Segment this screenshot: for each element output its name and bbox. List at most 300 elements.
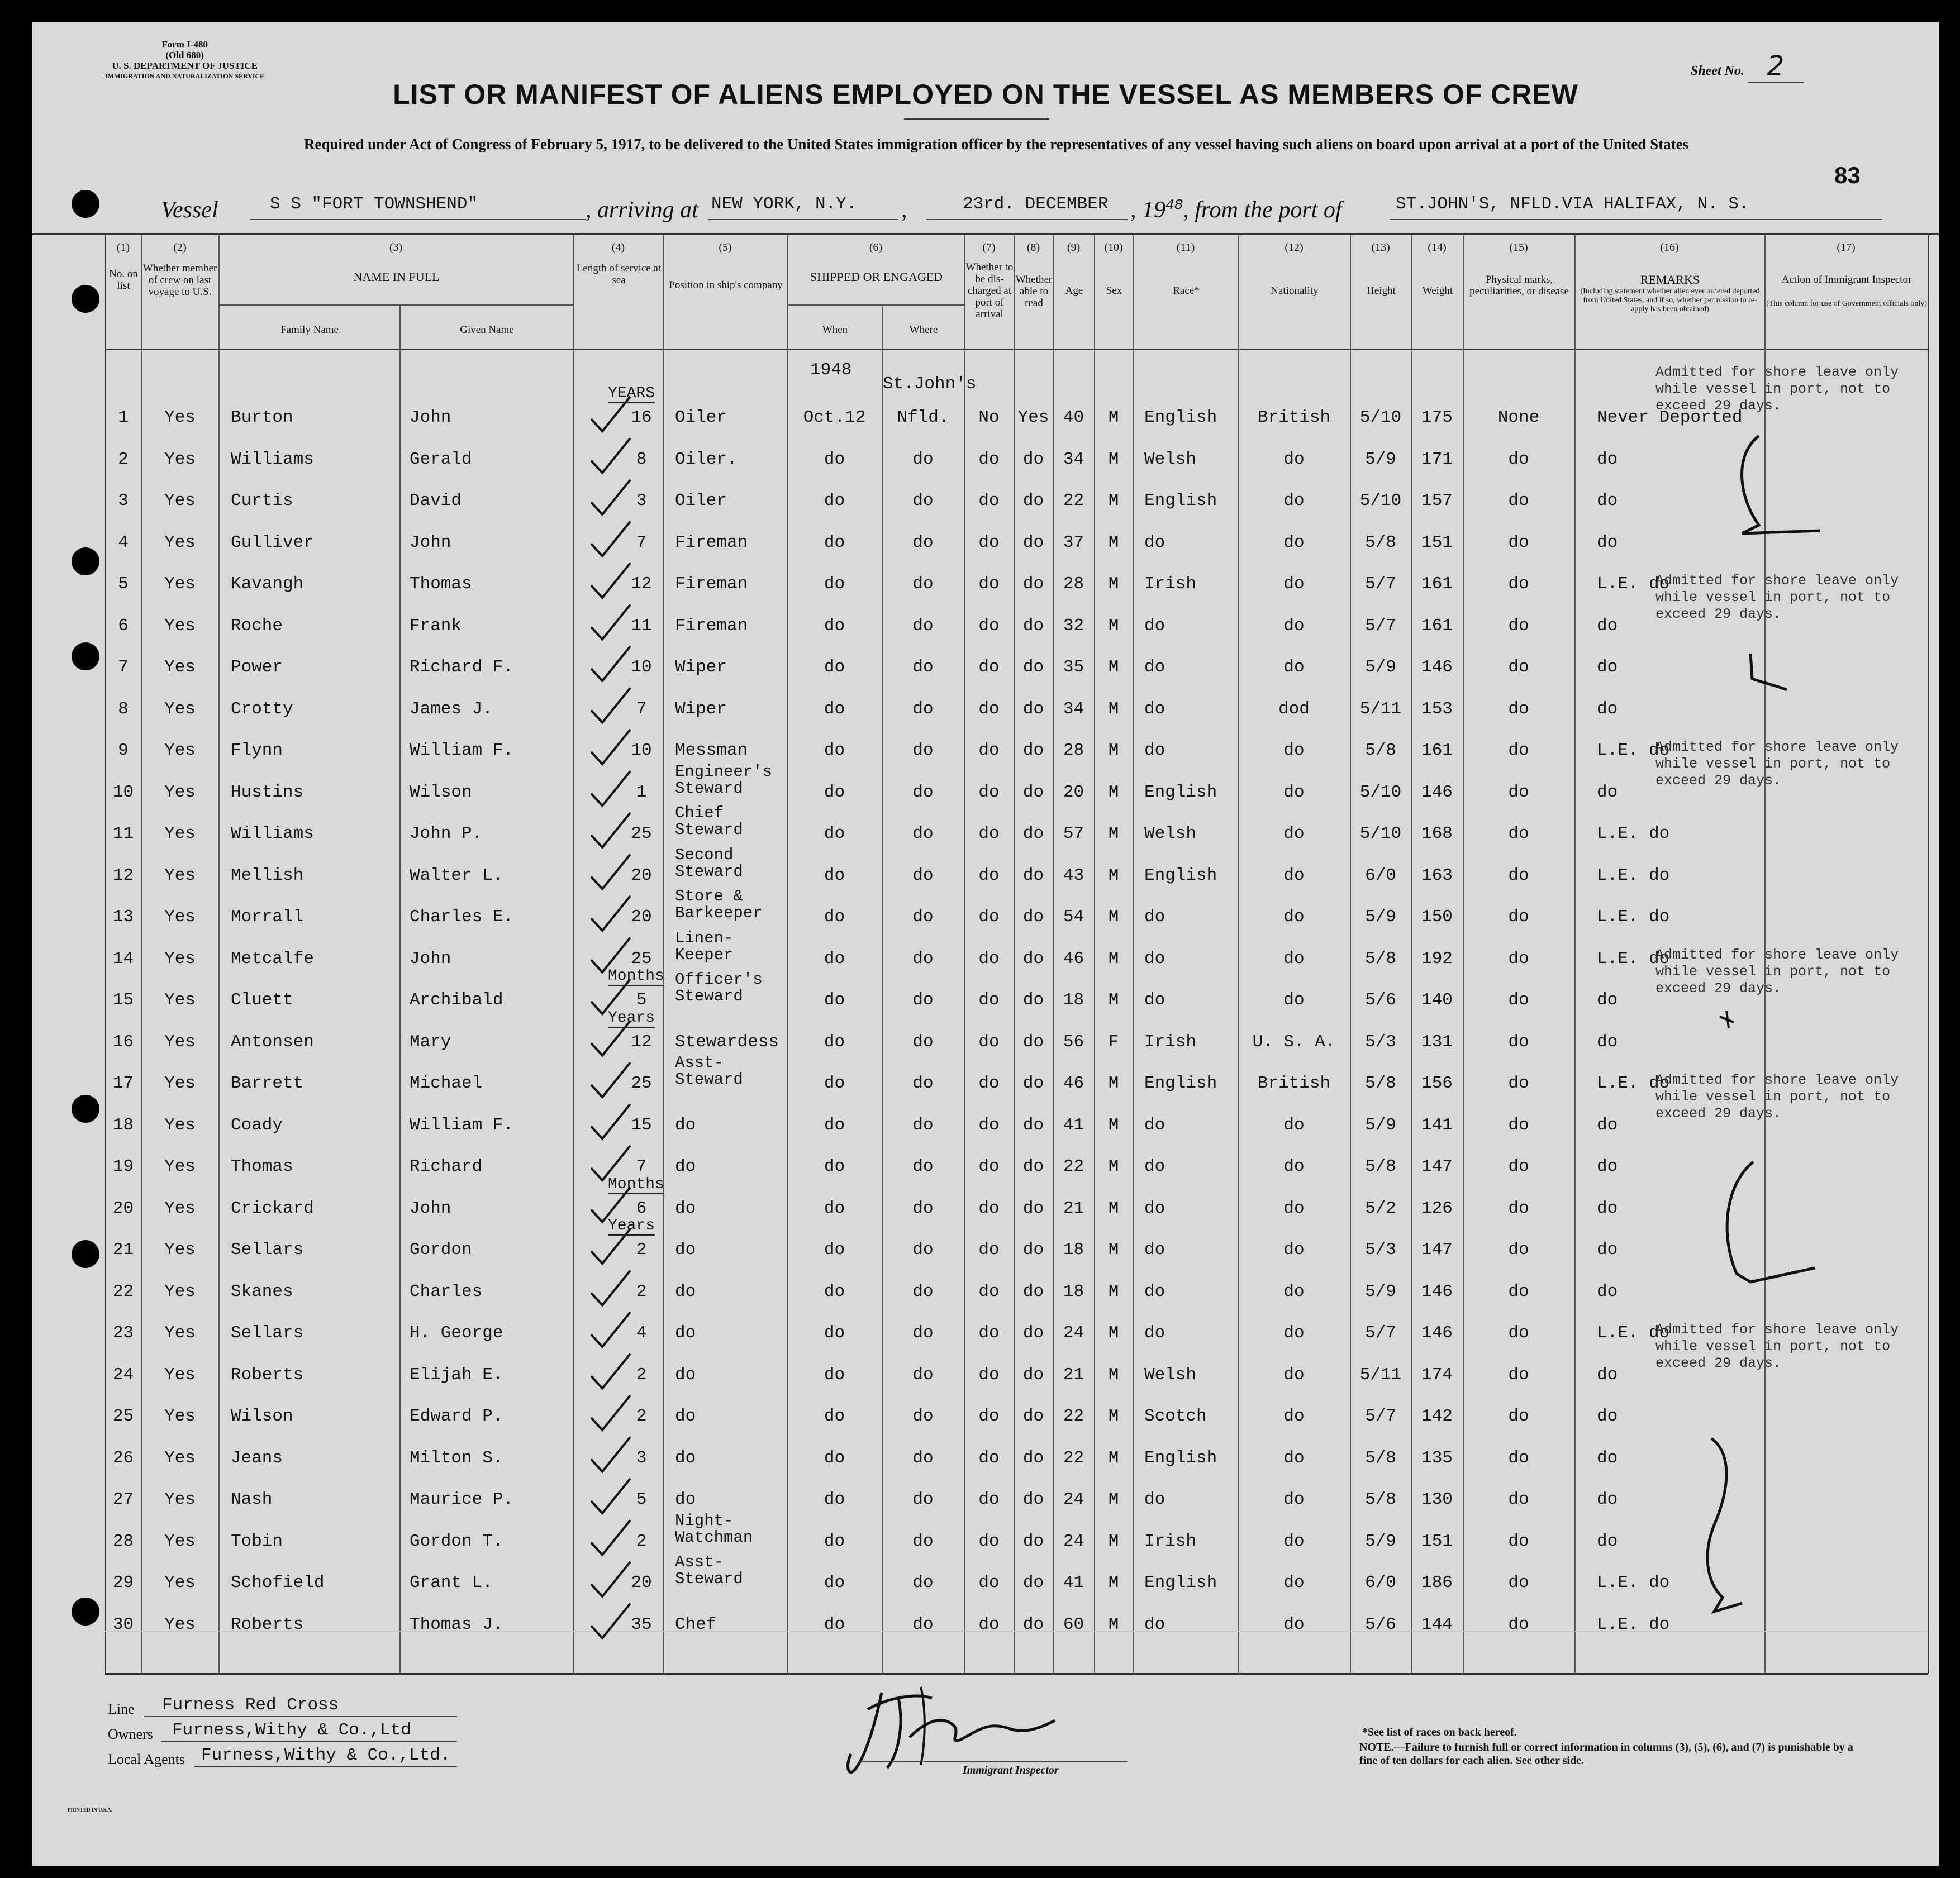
cell-position: Oiler. xyxy=(675,449,738,469)
cell-height: 5/9 xyxy=(1365,1115,1396,1135)
col-header-discharged: Whether to be dis-charged at port of arrival xyxy=(965,261,1014,320)
cell-remarks: L.E. do xyxy=(1597,824,1670,843)
cell-weight: 146 xyxy=(1421,1323,1453,1343)
cell-read: do xyxy=(1022,699,1044,719)
local-agents-value: Furness,Withy & Co.,Ltd. xyxy=(201,1746,451,1765)
cell-family: Sellars xyxy=(231,1240,304,1260)
cell-age: 18 xyxy=(1063,990,1084,1010)
cell-height: 5/3 xyxy=(1365,1240,1396,1260)
cell-when: do xyxy=(824,532,845,552)
cell-discharged: do xyxy=(978,1074,1000,1093)
cell-where: do xyxy=(912,1490,934,1509)
cell-family: Power xyxy=(231,657,283,677)
cell-nationality: do xyxy=(1283,657,1305,677)
cell-given: James J. xyxy=(410,699,493,719)
cell-height: 5/7 xyxy=(1365,574,1396,594)
cell-age: 28 xyxy=(1063,574,1084,594)
cell-no: 27 xyxy=(112,1490,134,1509)
cell-where: do xyxy=(912,1407,934,1426)
cell-remarks: L.E. do xyxy=(1597,1074,1670,1093)
cell-member: Yes xyxy=(164,1157,196,1176)
form-number: Form I-480 xyxy=(161,39,208,50)
cell-position: Fireman xyxy=(675,616,748,636)
cell-weight: 161 xyxy=(1421,574,1453,594)
cell-where: do xyxy=(912,782,934,802)
cell-remarks: do xyxy=(1597,1490,1618,1509)
service-unit-label: Months xyxy=(608,1175,664,1193)
cell-height: 5/8 xyxy=(1365,948,1396,969)
cell-remarks: do xyxy=(1597,1281,1618,1302)
cell-discharged: do xyxy=(978,990,1000,1010)
cell-age: 56 xyxy=(1063,1032,1084,1052)
cell-when: do xyxy=(824,824,845,843)
shipped-year: 1948 xyxy=(810,360,852,380)
cell-discharged: do xyxy=(978,657,1000,677)
cell-age: 22 xyxy=(1063,1407,1084,1426)
cell-member: Yes xyxy=(164,1032,196,1052)
cell-service: 8 xyxy=(636,449,647,469)
cell-member: Yes xyxy=(164,1448,196,1468)
cell-sex: M xyxy=(1108,1323,1119,1343)
cell-when: do xyxy=(824,1490,845,1509)
cell-remarks: L.E. do xyxy=(1597,1573,1670,1593)
service-unit-label: Years xyxy=(608,1009,655,1027)
cell-height: 5/9 xyxy=(1365,907,1396,927)
cell-when: do xyxy=(824,1115,845,1135)
cell-sex: M xyxy=(1108,1365,1119,1385)
cell-race: do xyxy=(1144,1323,1165,1343)
cell-race: do xyxy=(1144,657,1165,677)
cell-read: do xyxy=(1022,1323,1044,1343)
cell-discharged: do xyxy=(978,491,1000,511)
cell-height: 5/9 xyxy=(1365,657,1396,677)
cell-read: do xyxy=(1022,616,1044,636)
admitted-stamp: Admitted for shore leave only while vessel in port, not to exceed 29 days. xyxy=(1655,947,1899,997)
cell-weight: 131 xyxy=(1421,1032,1453,1052)
cell-remarks: do xyxy=(1597,1115,1618,1135)
cell-when: do xyxy=(824,616,845,636)
cell-nationality: do xyxy=(1283,532,1305,552)
cell-sex: M xyxy=(1108,616,1119,636)
cell-no: 25 xyxy=(112,1407,134,1426)
cell-family: Wilson xyxy=(231,1407,293,1426)
cell-no: 3 xyxy=(118,491,129,511)
cell-member: Yes xyxy=(164,907,196,927)
cell-race: English xyxy=(1144,1074,1217,1093)
cell-given: John P. xyxy=(410,824,483,843)
cell-marks: do xyxy=(1508,1365,1529,1385)
cell-discharged: do xyxy=(978,1115,1000,1135)
cell-when: do xyxy=(824,491,845,511)
col-header-position: Position in ship's company xyxy=(669,279,783,291)
cell-member: Yes xyxy=(164,824,196,843)
cell-member: Yes xyxy=(164,1323,196,1343)
manifest-page: Form I-480 (Old 680) U. S. DEPARTMENT OF JUSTICE IMMIGRATION AND NATURALIZATION SERVICE Sheet No. 2 LIST OR MANIFEST OF ALIENS EMPLOYED ON THE VESSEL AS MEMBERS OF CREW Required under Act of Congress of February 5, 1917, to be delivered to the United States immigration officer by the representatives of any vessel having such aliens on board upon arrival at a port of the United States 83 Vessel S S "FORT TOWNSHEND" , arriving at NEW YORK, N.Y. , 23rd. DECEMBER , $19^{48}$, from the port of ST.JOHN'S, NFLD.VIA HALIFAX, N. S. (1) (2) (3) (4) (5) (6) (7) (8) (9) (10) (11) (12) (13) (14) (15) (16) (17) No. on list Whether member of crew on last voyage to U.S. NAME IN FULL Family Name Given Name Length of service at sea Position in ship's company SHIPPED OR ENGAGED When Where Whether to be dis-charged at port of arrival Whether able to read Age Sex Race* Nationality Height Weight Physical marks, peculiarities, or disease REMARKS (Including statement whether alien ever ordered deported from United States, and if so, whether permission to re-apply has been obtained) Action of Immigrant Inspector (This column for use of Government officials only) 1 Yes Burton John 16 Oiler Oct.12 Nfld. No Yes 40 M English British 5/10 175 None Never Deported 2 Yes Williams Gerald 8 Oiler. do do do do 34 M Welsh do 5/9 171 do do 3 Yes Curtis David 3 Oiler do do do do 22 M English do 5/10 157 do do 4 Yes Gulliver John 7 Fireman do do do do 37 M do do 5/8 151 do do 5 Yes Kavangh Thomas 12 Fireman do do do do 28 M Irish do 5/7 161 do L.E. do 6 Yes Roche Frank 11 Fireman do do do do 32 M do do 5/7 161 do do 7 Yes Power Richard F. 10 Wiper do do do do 35 M do do 5/9 146 do do 8 Yes Crotty James J. 7 Wiper do do do do 34 M do dod 5/11 153 do do 9 Yes Flynn William F. 10 Messman do do do do 28 M do do 5/8 161 do L.E. do 10 Yes Hustins Wilson 1 Engineer's Steward do do do do 20 M English do 5/10 146 do do 11 Yes Williams John P. 25 Chief Steward do do do do 57 M Welsh do 5/10 168 do L.E. do 12 Yes Mellish Walter L. 20 Second Steward do do do do 43 M English do 6/0 163 do L.E. do 13 Yes Morrall Charles E. 20 Store & Barkeeper do do do do 54 M do do 5/9 150 do L.E. do 14 Yes Metcalfe John 25 Linen-Keeper do do do do 46 M do do 5/8 192 do L.E. do 15 Yes Cluett Archibald 5 Officer's Steward do do do do 18 M do do 5/6 140 do do 16 Yes Antonsen Mary 12 Stewardess do do do do 56 F Irish U. S. A. 5/3 131 do do 17 Yes Barrett Michael 25 Asst-Steward do do do do 46 M English British 5/8 156 do L.E. do 18 Yes Coady William F. 15 do do do do do 41 M do do 5/9 141 do do 19 Yes Thomas Richard 7 do do do do do 22 M do do 5/8 147 do do 20 Yes Crickard John 6 do do do do do 21 M do do 5/2 126 do do 21 Yes Sellars Gordon 2 do do do do do 18 M do do 5/3 147 do do 22 Yes Skanes Charles 2 do do do do do 18 M do do 5/9 146 do do 23 Yes Sellars H. George 4 do do do do do 24 M do do 5/7 146 do L.E. do 24 Yes Roberts Elijah E. 2 do do do do do 21 M Welsh do 5/11 174 do do 25 Yes Wilson Edward P. 2 do do do do do 22 M Scotch do 5/7 142 do do 26 Yes Jeans Milton S. 3 do do do do do 22 M English do 5/8 135 do do 27 Yes Nash Maurice P. 5 do do do do do 24 M do do 5/8 130 do do 28 Yes Tobin Gordon T. 2 Night-Watchman do do do do 24 M Irish do 5/9 151 do do 29 Yes Schofield Grant L. 20 Asst-Steward do do do do 41 M English do 6/0 186 do L.E. do 30 Yes Roberts Thomas J. 35 Chef do do do do 60 M do do 5/6 144 do L.E. do YEARS Months Years Months Years Admitted for shore leave only while vessel in port, not to exceed 29 days. Admitted for shore leave only while vessel in port, not to exceed 29 days. Admitted for shore leave only while vessel in port, not to exceed 29 days. Admitted for shore leave only while vessel in port, not to exceed 29 days. Admitted for shore leave only while vessel in port, not to exceed 29 days. Admitted for shore leave only while vessel in port, not to exceed 29 days. 1948 St.John's Line Furness Red Cross Owners Furness,Withy & Co.,Ltd Local Agents Furness,Withy & Co.,Ltd. Immigrant Inspector *See list of races on back hereof. NOTE.—Failure to furnish full or correct information in columns (3), (5), (6), and (7) is punishable by a fine of ten dollars for each alien. See other side. PRINTED IN U.S.A. xyxy=(32,22,1939,1866)
cell-given: John xyxy=(410,532,451,552)
cell-family: Crickard xyxy=(231,1198,314,1218)
cell-service: 10 xyxy=(631,657,652,677)
cell-given: Richard xyxy=(410,1157,483,1176)
cell-discharged: do xyxy=(978,616,1000,636)
cell-race: do xyxy=(1144,1281,1165,1302)
cell-read: do xyxy=(1022,491,1044,511)
cell-no: 12 xyxy=(112,865,134,885)
cell-member: Yes xyxy=(164,1490,196,1509)
cell-weight: 163 xyxy=(1421,865,1453,885)
cell-race: do xyxy=(1144,1157,1165,1176)
cell-nationality: dod xyxy=(1278,699,1310,719)
cell-race: English xyxy=(1144,1448,1217,1468)
cell-nationality: do xyxy=(1283,1281,1305,1302)
cell-no: 26 xyxy=(112,1448,134,1468)
arriving-label: , arriving at xyxy=(586,197,698,223)
cell-height: 5/10 xyxy=(1359,491,1402,511)
cell-family: Roberts xyxy=(231,1365,304,1385)
cell-read: do xyxy=(1022,1240,1044,1260)
col-header-member: Whether member of crew on last voyage to U.S. xyxy=(142,263,217,298)
cell-member: Yes xyxy=(164,449,196,469)
cell-sex: M xyxy=(1108,1198,1119,1218)
cell-when: do xyxy=(824,1323,845,1343)
cell-marks: do xyxy=(1508,1115,1529,1135)
col-header-age: Age xyxy=(1065,285,1083,297)
cell-when: do xyxy=(824,449,845,469)
cell-race: English xyxy=(1144,782,1217,802)
cell-where: do xyxy=(912,865,934,885)
cell-no: 23 xyxy=(112,1323,134,1343)
cell-family: Metcalfe xyxy=(231,948,314,969)
cell-nationality: do xyxy=(1283,1198,1305,1218)
col-header-remarks-note: (Including statement whether alien ever ordered deported from United States, and if so, whether permission to re-apply has been obtained) xyxy=(1580,287,1760,313)
cell-when: do xyxy=(824,657,845,677)
cell-nationality: do xyxy=(1283,449,1305,469)
cell-where: do xyxy=(912,657,934,677)
cell-nationality: do xyxy=(1283,574,1305,594)
cell-member: Yes xyxy=(164,1198,196,1218)
cell-no: 17 xyxy=(112,1074,134,1093)
cell-no: 29 xyxy=(112,1573,134,1593)
cell-when: do xyxy=(824,865,845,885)
cell-member: Yes xyxy=(164,1614,196,1634)
cell-no: 5 xyxy=(118,574,129,594)
cell-where: do xyxy=(912,1531,934,1551)
cell-marks: do xyxy=(1508,1448,1529,1468)
cell-remarks: do xyxy=(1597,1157,1618,1176)
cell-height: 6/0 xyxy=(1365,1573,1396,1593)
cell-race: English xyxy=(1144,1573,1217,1593)
cell-weight: 186 xyxy=(1421,1573,1453,1593)
cell-discharged: do xyxy=(978,1531,1000,1551)
cell-sex: F xyxy=(1108,1032,1119,1052)
cell-member: Yes xyxy=(164,699,196,719)
service-unit-label: Months xyxy=(608,967,664,985)
col-header-name: NAME IN FULL xyxy=(353,270,440,284)
cell-nationality: do xyxy=(1283,1365,1305,1385)
cell-marks: do xyxy=(1508,699,1529,719)
cell-sex: M xyxy=(1108,741,1119,760)
cell-marks: do xyxy=(1508,824,1529,843)
cell-remarks: do xyxy=(1597,990,1618,1010)
cell-no: 18 xyxy=(112,1115,134,1135)
cell-weight: 146 xyxy=(1421,657,1453,677)
cell-given: Gerald xyxy=(410,449,472,469)
cell-given: Gordon T. xyxy=(410,1531,503,1551)
cell-weight: 171 xyxy=(1421,449,1453,469)
cell-member: Yes xyxy=(164,532,196,552)
cell-no: 13 xyxy=(112,907,134,927)
cell-weight: 156 xyxy=(1421,1074,1453,1093)
cell-nationality: do xyxy=(1283,782,1305,802)
cell-weight: 151 xyxy=(1421,1531,1453,1551)
cell-age: 57 xyxy=(1063,824,1084,843)
cell-height: 5/8 xyxy=(1365,741,1396,760)
cell-weight: 126 xyxy=(1421,1198,1453,1218)
cell-family: Mellish xyxy=(231,865,304,885)
cell-when: do xyxy=(824,1074,845,1093)
cell-marks: do xyxy=(1508,532,1529,552)
cell-when: do xyxy=(824,1531,845,1551)
cell-read: do xyxy=(1022,741,1044,760)
cell-age: 24 xyxy=(1063,1490,1084,1509)
cell-marks: do xyxy=(1508,1614,1529,1634)
cell-discharged: do xyxy=(978,574,1000,594)
cell-remarks: do xyxy=(1597,1198,1618,1218)
admitted-stamp: Admitted for shore leave only while vessel in port, not to exceed 29 days. xyxy=(1655,1071,1899,1122)
cell-discharged: do xyxy=(978,865,1000,885)
cell-race: English xyxy=(1144,865,1217,885)
cell-weight: 174 xyxy=(1421,1365,1453,1385)
col-header-read: Whether able to read xyxy=(1015,274,1053,309)
cell-marks: do xyxy=(1508,1240,1529,1260)
cell-age: 41 xyxy=(1063,1115,1084,1135)
cell-race: Scotch xyxy=(1144,1407,1207,1426)
admitted-stamp: Admitted for shore leave only while vessel in port, not to exceed 29 days. xyxy=(1655,738,1899,789)
cell-weight: 142 xyxy=(1421,1407,1453,1426)
cell-remarks: do xyxy=(1597,1032,1618,1052)
cell-where: do xyxy=(912,1614,934,1634)
cell-read: do xyxy=(1022,865,1044,885)
service-unit-label: Years xyxy=(608,1217,655,1234)
cell-nationality: do xyxy=(1283,1448,1305,1468)
cell-height: 5/7 xyxy=(1365,616,1396,636)
cell-read: do xyxy=(1022,574,1044,594)
cell-where: Nfld. xyxy=(897,408,949,427)
cell-marks: do xyxy=(1508,449,1529,469)
cell-nationality: do xyxy=(1283,865,1305,885)
cell-marks: do xyxy=(1508,1032,1529,1052)
cell-height: 5/8 xyxy=(1365,1490,1396,1509)
cell-race: Irish xyxy=(1144,1531,1197,1551)
cell-age: 20 xyxy=(1063,782,1084,802)
cell-member: Yes xyxy=(164,1531,196,1551)
cell-race: Irish xyxy=(1144,1032,1197,1052)
col-header-shipped: SHIPPED OR ENGAGED xyxy=(810,270,943,284)
cell-service: 2 xyxy=(636,1407,647,1426)
cell-discharged: do xyxy=(978,1198,1000,1218)
cell-when: do xyxy=(824,1365,845,1385)
cell-where: do xyxy=(912,449,934,469)
cell-race: do xyxy=(1144,699,1165,719)
cell-weight: 140 xyxy=(1421,990,1453,1010)
cell-race: Welsh xyxy=(1144,824,1197,843)
cell-given: H. George xyxy=(410,1323,503,1343)
cell-family: Coady xyxy=(231,1115,283,1135)
cell-sex: M xyxy=(1108,657,1119,677)
cell-read: do xyxy=(1022,1281,1044,1302)
arrival-date: 23rd. DECEMBER xyxy=(963,194,1109,214)
cell-no: 16 xyxy=(112,1032,134,1052)
cell-marks: do xyxy=(1508,782,1529,802)
page-subtitle: Required under Act of Congress of February 5, 1917, to be delivered to the United States immigration officer by the representatives of any vessel having such aliens on board upon arrival at a port of the United States xyxy=(303,136,1689,152)
cell-no: 19 xyxy=(112,1157,134,1176)
cell-weight: 151 xyxy=(1421,532,1453,552)
owners-label: Owners xyxy=(108,1726,153,1742)
cell-weight: 157 xyxy=(1421,491,1453,511)
cell-nationality: do xyxy=(1283,1240,1305,1260)
cell-when: do xyxy=(824,907,845,927)
cell-position: Chef xyxy=(675,1614,717,1634)
col-header-height: Height xyxy=(1367,285,1396,297)
cell-given: Mary xyxy=(410,1032,451,1052)
cell-race: Welsh xyxy=(1144,449,1197,469)
cell-age: 37 xyxy=(1063,532,1084,552)
cell-height: 5/10 xyxy=(1359,782,1402,802)
cell-position: do xyxy=(675,1490,696,1509)
cell-marks: do xyxy=(1508,741,1529,760)
cell-family: Gulliver xyxy=(231,532,314,552)
cell-nationality: do xyxy=(1283,616,1305,636)
cell-sex: M xyxy=(1108,865,1119,885)
cell-given: Edward P. xyxy=(410,1407,503,1426)
cell-where: do xyxy=(912,741,934,760)
page-title: LIST OR MANIFEST OF ALIENS EMPLOYED ON THE VESSEL AS MEMBERS OF CREW xyxy=(393,79,1578,110)
cell-position: do xyxy=(675,1365,696,1385)
cell-position: Wiper xyxy=(675,657,727,677)
cell-remarks: do xyxy=(1597,449,1618,469)
cell-discharged: do xyxy=(978,1157,1000,1176)
cell-age: 54 xyxy=(1063,907,1084,927)
cell-sex: M xyxy=(1108,1115,1119,1135)
cell-marks: do xyxy=(1508,1573,1529,1593)
cell-read: do xyxy=(1022,449,1044,469)
cell-weight: 141 xyxy=(1421,1115,1453,1135)
cell-family: Morrall xyxy=(231,907,304,927)
cell-given: Elijah E. xyxy=(410,1365,503,1385)
cell-when: do xyxy=(824,1240,845,1260)
cell-family: Roche xyxy=(231,616,283,636)
cell-position: Oiler xyxy=(675,491,727,511)
cell-where: do xyxy=(912,1240,934,1260)
races-note: *See list of races on back hereof. xyxy=(1362,1726,1517,1738)
cell-no: 28 xyxy=(112,1531,134,1551)
cell-family: Barrett xyxy=(231,1074,304,1093)
cell-nationality: do xyxy=(1283,741,1305,760)
cell-family: Jeans xyxy=(231,1448,283,1468)
cell-discharged: do xyxy=(978,449,1000,469)
cell-sex: M xyxy=(1108,1531,1119,1551)
cell-service: 35 xyxy=(631,1614,652,1634)
cell-race: English xyxy=(1144,408,1217,427)
cell-race: do xyxy=(1144,907,1165,927)
cell-age: 60 xyxy=(1063,1614,1084,1634)
cell-remarks: Never Deported xyxy=(1597,408,1743,427)
cell-race: do xyxy=(1144,532,1165,552)
cell-member: Yes xyxy=(164,408,196,427)
cell-age: 34 xyxy=(1063,699,1084,719)
cell-when: do xyxy=(824,948,845,969)
cell-remarks: L.E. do xyxy=(1597,1614,1670,1634)
cell-position: do xyxy=(675,1407,696,1426)
cell-given: Thomas xyxy=(410,574,472,594)
cell-read: do xyxy=(1022,1448,1044,1468)
cell-when: Oct.12 xyxy=(803,408,866,427)
col-header-action: Action of Immigrant Inspector xyxy=(1781,274,1912,285)
cell-height: 5/7 xyxy=(1365,1407,1396,1426)
cell-discharged: do xyxy=(978,741,1000,760)
cell-no: 4 xyxy=(118,532,129,552)
cell-age: 22 xyxy=(1063,491,1084,511)
cell-position: Night-Watchman xyxy=(675,1511,753,1547)
cell-given: William F. xyxy=(410,1115,514,1135)
cell-given: Milton S. xyxy=(410,1448,503,1468)
sheet-number: 2 xyxy=(1748,50,1804,83)
cell-service: 3 xyxy=(636,1448,647,1468)
cell-weight: 161 xyxy=(1421,616,1453,636)
cell-given: Charles xyxy=(410,1281,483,1302)
cell-read: do xyxy=(1022,1407,1044,1426)
cell-nationality: do xyxy=(1283,1157,1305,1176)
cell-sex: M xyxy=(1108,699,1119,719)
cell-family: Nash xyxy=(231,1490,273,1509)
cell-when: do xyxy=(824,741,845,760)
cell-read: do xyxy=(1022,1074,1044,1093)
cell-given: John xyxy=(410,948,451,969)
cell-where: do xyxy=(912,1115,934,1135)
cell-age: 43 xyxy=(1063,865,1084,885)
cell-discharged: do xyxy=(978,782,1000,802)
cell-where: do xyxy=(912,1157,934,1176)
cell-age: 22 xyxy=(1063,1448,1084,1468)
cell-race: do xyxy=(1144,1198,1165,1218)
cell-position: do xyxy=(675,1157,696,1176)
col-header-remarks: REMARKS xyxy=(1640,273,1700,287)
cell-nationality: do xyxy=(1283,1115,1305,1135)
arrival-port: NEW YORK, N.Y. xyxy=(711,194,857,214)
cell-height: 5/7 xyxy=(1365,1323,1396,1343)
cell-nationality: do xyxy=(1283,1323,1305,1343)
col-header-given-name: Given Name xyxy=(460,324,514,336)
cell-remarks: do xyxy=(1597,532,1618,552)
cell-height: 5/8 xyxy=(1365,532,1396,552)
cell-sex: M xyxy=(1108,1490,1119,1509)
cell-race: do xyxy=(1144,948,1165,969)
cell-sex: M xyxy=(1108,907,1119,927)
col-header-physical: Physical marks, peculiarities, or disease xyxy=(1469,274,1569,297)
cell-read: do xyxy=(1022,1365,1044,1385)
cell-sex: M xyxy=(1108,574,1119,594)
cell-no: 30 xyxy=(112,1614,134,1634)
fine-note: NOTE.—Failure to furnish full or correct information in columns (3), (5), (6), and (7) is punishable by a fine of ten dollars for each alien. See other side. xyxy=(1359,1741,1853,1767)
cell-where: do xyxy=(912,1573,934,1593)
cell-position: do xyxy=(675,1240,696,1260)
cell-race: do xyxy=(1144,1490,1165,1509)
cell-where: do xyxy=(912,699,934,719)
cell-marks: None xyxy=(1497,408,1540,427)
cell-nationality: do xyxy=(1283,824,1305,843)
cell-nationality: do xyxy=(1283,990,1305,1010)
cell-position: Messman xyxy=(675,741,748,760)
cell-sex: M xyxy=(1108,948,1119,969)
